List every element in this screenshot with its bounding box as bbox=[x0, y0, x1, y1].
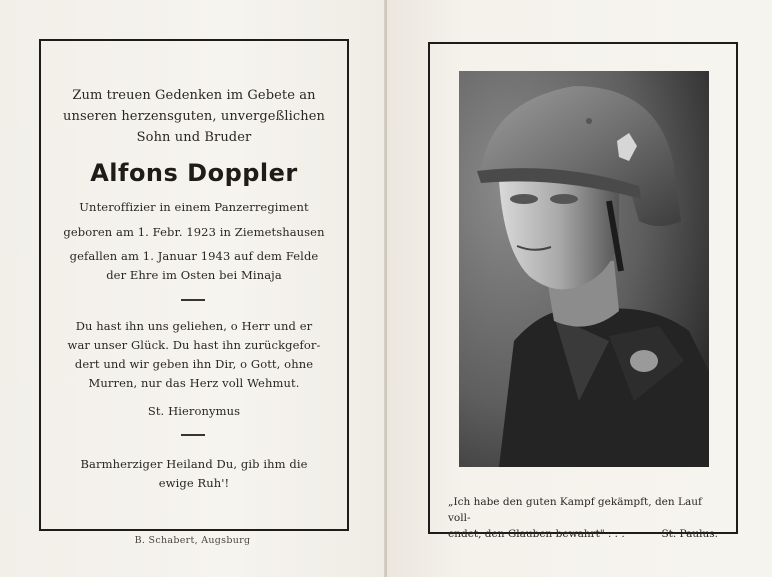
death-line-part: der Ehre im Osten bei Minaja bbox=[106, 268, 282, 282]
quote-author: St. Hieronymus bbox=[147, 404, 241, 418]
bible-quote-line-2 bbox=[448, 526, 718, 542]
soldier-portrait-icon bbox=[459, 71, 709, 467]
deceased-name: Alfons Doppler bbox=[90, 159, 298, 187]
memorial-quote bbox=[41, 317, 347, 393]
death-line-part: gefallen am 1. Januar 1943 auf dem Felde bbox=[69, 249, 319, 263]
birth-line: geboren am 1. Febr. 1923 in Ziemetshausen bbox=[63, 225, 325, 239]
left-border-frame bbox=[39, 39, 349, 531]
divider bbox=[181, 434, 205, 436]
quote-line: dert und wir geben ihn Dir, o Gott, ohne bbox=[74, 357, 314, 371]
prayer-line: ewige Ruh'! bbox=[158, 476, 230, 490]
quote-line: war unser Glück. Du hast ihn zurückgefor- bbox=[67, 338, 321, 352]
divider bbox=[181, 299, 205, 301]
bible-quote-author: St. Paulus. bbox=[661, 528, 718, 540]
intro-line: unseren herzensguten, unvergeßlichen bbox=[63, 109, 325, 124]
soldier-portrait-photo bbox=[459, 71, 709, 467]
dedication-intro bbox=[41, 85, 347, 148]
bible-quote-text: endet, den Glauben bewahrt" . . . bbox=[448, 528, 625, 540]
quote-line: Murren, nur das Herz voll Wehmut. bbox=[88, 376, 300, 390]
intro-line: Zum treuen Gedenken im Gebete an bbox=[72, 88, 316, 103]
prayer-line: Barmherziger Heiland Du, gib ihm die bbox=[80, 457, 308, 471]
printer-imprint: B. Schabert, Augsburg bbox=[134, 535, 251, 546]
bible-quote-line: „Ich habe den guten Kampf gekämpft, den Lauf voll- bbox=[448, 496, 702, 524]
rank-line: Unteroffizier in einem Panzerregiment bbox=[79, 200, 309, 214]
bible-quote bbox=[448, 494, 718, 542]
closing-prayer bbox=[41, 455, 347, 493]
left-page bbox=[0, 0, 385, 577]
quote-line: Du hast ihn uns geliehen, o Herr und er bbox=[75, 319, 313, 333]
intro-line: Sohn und Bruder bbox=[136, 130, 252, 145]
death-line bbox=[41, 247, 347, 285]
